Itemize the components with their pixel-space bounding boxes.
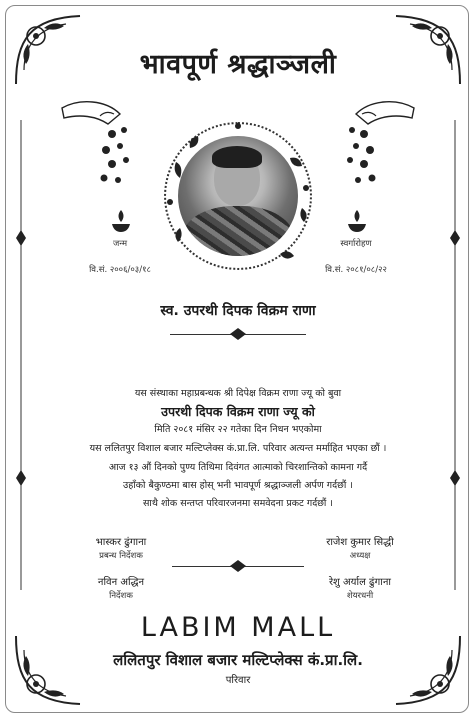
- hand-with-flowers-left-icon: [60, 94, 140, 194]
- message-line-6: उहाँको बैकुण्ठमा बास होस् भनी भावपूर्ण श्रद्धाञ्जली अर्पण गर्दछौं ।: [123, 480, 353, 491]
- message-line-4: यस ललितपुर विशाल बजार मल्टिप्लेक्स कं.प्रा.लि. परिवार अत्यन्त मर्माहित भएका छौं ।: [89, 443, 387, 454]
- signatory-role: शेयरधनी: [346, 591, 374, 601]
- signatory-name: भास्कर ढुंगाना: [95, 537, 147, 548]
- birth-date: वि.सं. २००६/०३/१८: [89, 265, 151, 275]
- family-label: परिवार: [225, 675, 251, 686]
- message-line-7: साथै शोक सन्तप्त परिवारजनमा समवेदना प्रकट गर्दछौं ।: [142, 498, 333, 509]
- side-ornament-right: [448, 120, 462, 590]
- divider-diamond-icon: [230, 328, 246, 340]
- hand-with-flowers-right-icon: [336, 94, 416, 194]
- signatory-name: राजेश कुमार सिद्धी: [326, 537, 394, 548]
- message-line-1: यस संस्थाका महाप्रबन्धक श्री दिपेक्ष विक्रम राणा ज्यू को बुवा: [134, 388, 342, 399]
- company-name: ललितपुर विशाल बजार मल्टिप्लेक्स कं.प्रा.लि.: [113, 651, 363, 669]
- divider-diamond-icon: [230, 560, 246, 572]
- message-line-2: उपरथी दिपक विक्रम राणा ज्यू को: [161, 404, 315, 419]
- message-line-3: मिति २०८१ मंसिर २२ गतेका दिन निधन भएकोमा: [154, 424, 322, 435]
- oil-lamp-right-icon: [346, 208, 368, 234]
- portrait-photo: [178, 136, 298, 256]
- signatory-role: अध्यक्ष: [349, 551, 371, 561]
- birth-label: जन्म: [112, 239, 128, 249]
- brand-logo-text: LABIM MALL: [140, 612, 336, 643]
- signatory-role: प्रबन्ध निर्देशक: [99, 551, 143, 561]
- signatory-role: निर्देशक: [109, 591, 133, 601]
- page-title: भावपूर्ण श्रद्धाञ्जली: [139, 49, 337, 80]
- corner-ornament-bottom-right: [388, 632, 466, 710]
- deceased-name: स्व. उपरथी दिपक विक्रम राणा: [160, 303, 316, 319]
- death-label: स्वर्गारोहण: [340, 239, 372, 249]
- signatory-name: रेशु अर्याल ढुंगाना: [328, 577, 392, 588]
- oil-lamp-left-icon: [110, 208, 132, 234]
- signatory-name: नविन अद्धिन: [97, 577, 145, 588]
- side-ornament-left: [14, 120, 28, 590]
- message-line-5: आज १३ औं दिनको पुण्य तिथिमा दिवंगत आत्माको चिरशान्तिको कामना गर्दै: [108, 462, 368, 473]
- death-date: वि.सं. २०८१/०८/२२: [325, 265, 387, 275]
- corner-ornament-bottom-left: [10, 632, 88, 710]
